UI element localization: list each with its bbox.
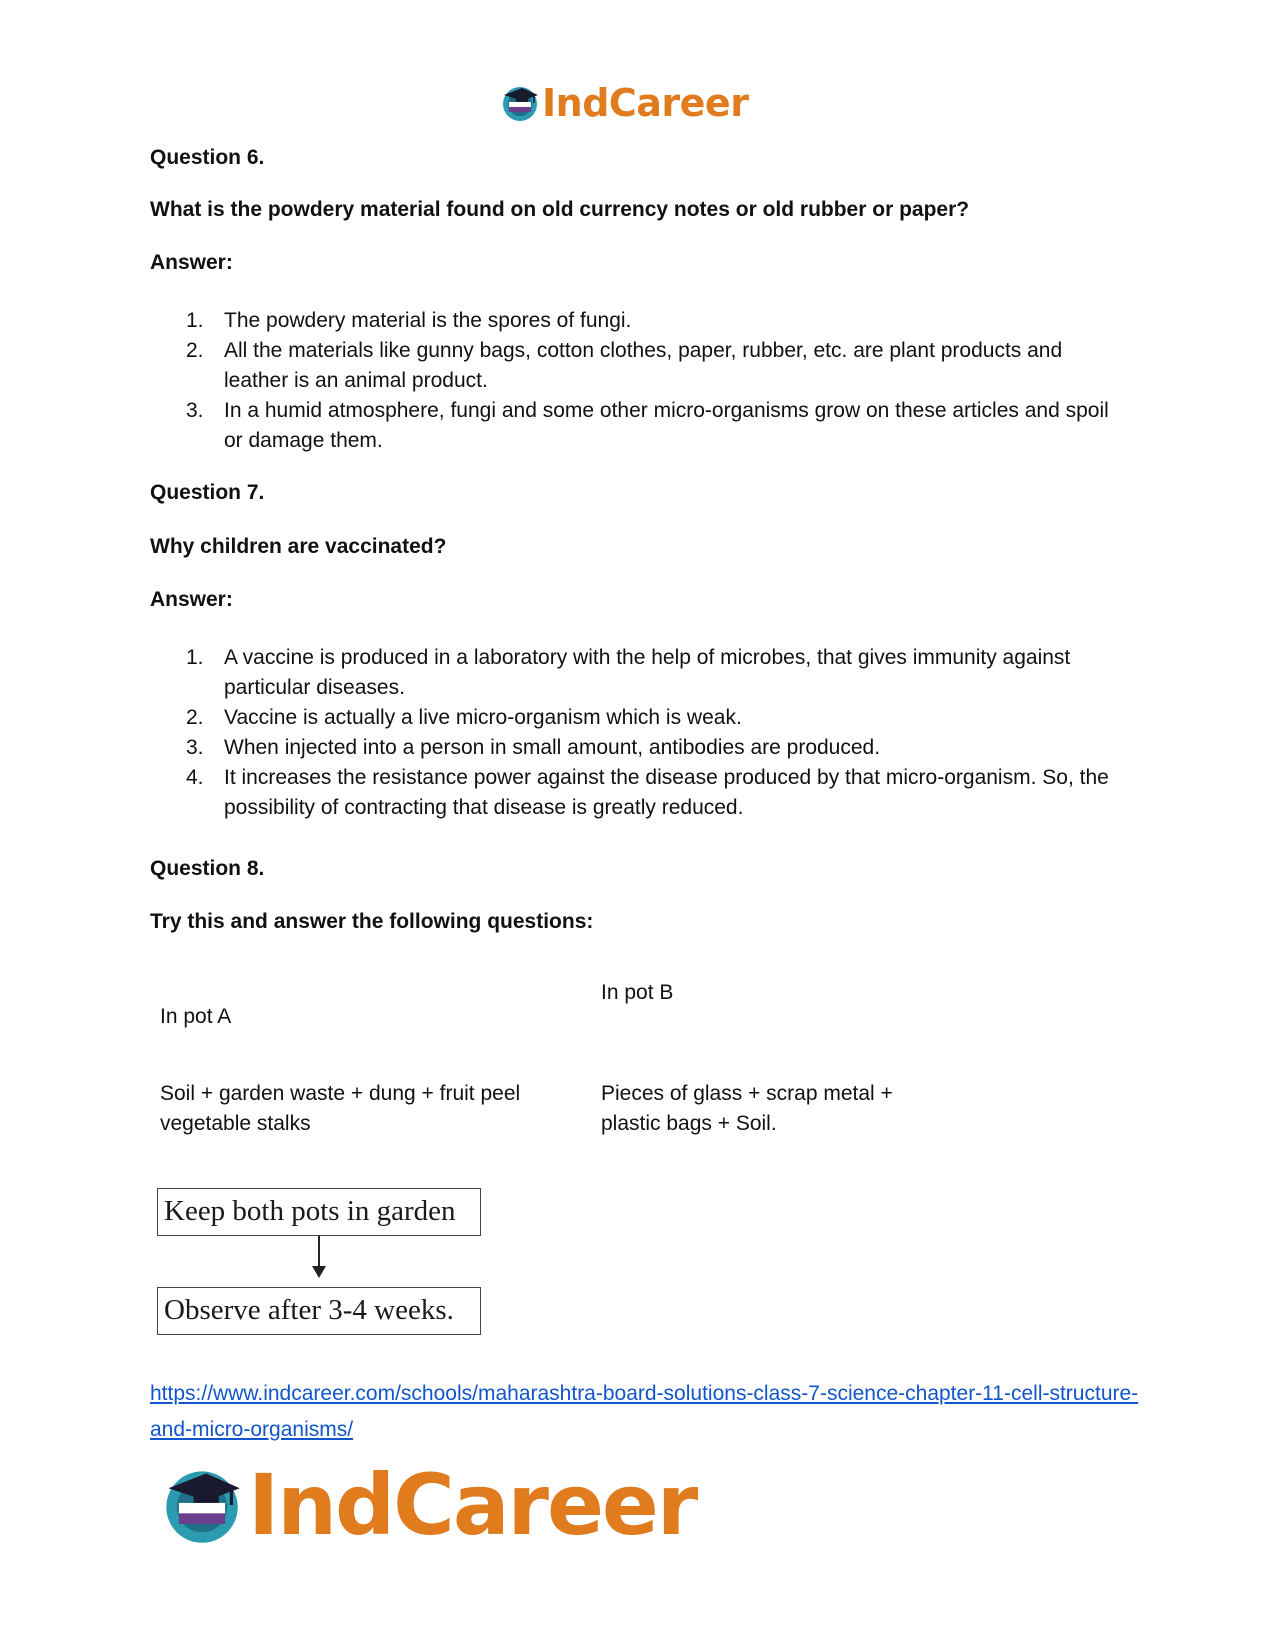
header-logo: [500, 82, 748, 124]
flow-step-observe: Observe after 3-4 weeks.: [157, 1287, 481, 1335]
question-6-answer-list: [150, 306, 1130, 456]
pot-a-label: In pot A: [160, 1005, 232, 1028]
logo-wordmark: IndCareer: [542, 81, 749, 125]
pot-b-label: In pot B: [601, 981, 674, 1004]
answer-text: Vaccine is actually a live micro-organism which is weak.: [224, 706, 742, 729]
logo-wordmark: IndCareer: [248, 1456, 697, 1554]
question-6-text: What is the powdery material found on old currency notes or old rubber or paper?: [150, 198, 970, 221]
question-7-answer-label: Answer:: [150, 588, 233, 611]
flow-arrowhead-icon: [312, 1266, 326, 1278]
graduation-cap-globe-icon: [160, 1463, 244, 1547]
source-link[interactable]: https://www.indcareer.com/schools/maharashtra-board-solutions-class-7-science-chapter-11-cell-structure-and-micro-organisms/: [150, 1382, 1139, 1441]
list-item: 4. It increases the resistance power against the disease produced by that micro-organism. So, the possibility of contracting that disease is greatly reduced.: [186, 766, 1109, 819]
list-item: 2. All the materials like gunny bags, cotton clothes, paper, rubber, etc. are plant products and leather is an animal product.: [186, 339, 1063, 392]
list-item: 1. The powdery material is the spores of fungi.: [186, 309, 632, 332]
question-7-answer-list: [150, 643, 1130, 823]
answer-text: All the materials like gunny bags, cotton clothes, paper, rubber, etc. are plant products and leather is an animal product.: [224, 339, 1063, 392]
question-6-heading: Question 6.: [150, 146, 265, 169]
footer-logo: [160, 1456, 697, 1554]
answer-text: The powdery material is the spores of fungi.: [224, 309, 632, 332]
pot-a-contents: Soil + garden waste + dung + fruit peel vegetable stalks: [160, 1082, 521, 1135]
list-item: 3. In a humid atmosphere, fungi and some other micro-organisms grow on these articles and spoil or damage them.: [186, 399, 1109, 452]
list-item: 3. When injected into a person in small amount, antibodies are produced.: [186, 736, 881, 759]
answer-text: In a humid atmosphere, fungi and some other micro-organisms grow on these articles and spoil or damage them.: [224, 399, 1109, 452]
flow-step-keep-pots: Keep both pots in garden: [157, 1188, 481, 1236]
question-6-answer-label: Answer:: [150, 251, 233, 274]
question-7-heading: Question 7.: [150, 481, 265, 504]
graduation-cap-globe-icon: [500, 83, 540, 123]
pot-b-contents: Pieces of glass + scrap metal + plastic bags + Soil.: [601, 1082, 893, 1135]
question-8-heading: Question 8.: [150, 857, 265, 880]
answer-text: It increases the resistance power against the disease produced by that micro-organism. So, the possibility of contracting that disease is greatly reduced.: [224, 766, 1109, 819]
list-item: 2. Vaccine is actually a live micro-organism which is weak.: [186, 706, 742, 729]
question-8-text: Try this and answer the following questions:: [150, 910, 594, 933]
answer-text: A vaccine is produced in a laboratory with the help of microbes, that gives immunity against particular diseases.: [224, 646, 1071, 699]
question-7-text: Why children are vaccinated?: [150, 535, 447, 558]
answer-text: When injected into a person in small amount, antibodies are produced.: [224, 736, 881, 759]
list-item: 1. A vaccine is produced in a laboratory with the help of microbes, that gives immunity against particular diseases.: [186, 646, 1071, 699]
flow-arrow-line: [318, 1236, 320, 1270]
